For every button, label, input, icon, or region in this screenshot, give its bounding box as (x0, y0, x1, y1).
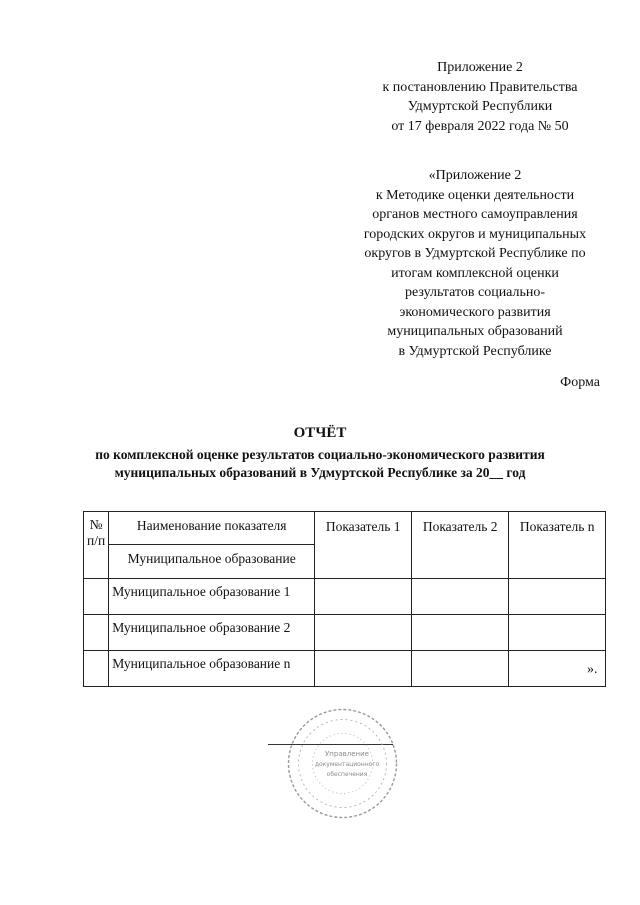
seal-text: обеспечения (326, 771, 368, 778)
report-table (83, 511, 606, 687)
row-number-cell (84, 651, 109, 687)
form-label: Форма (560, 375, 600, 390)
col-indicator-name-header: Наименование показателя (109, 512, 315, 545)
value-cell (315, 651, 412, 687)
methodology-line: результатов социально- (404, 285, 546, 300)
methodology-line: округов в Удмуртской Республике по (364, 246, 586, 261)
methodology-line: органов местного самоуправления (372, 207, 578, 222)
col-indicator-n: Показатель n (509, 512, 606, 579)
closing-quote-mark: ». (587, 662, 598, 677)
report-title: ОТЧЁТ (293, 425, 347, 441)
value-cell (509, 579, 606, 615)
col-number-header (84, 512, 109, 579)
col-indicator-2: Показатель 2 (412, 512, 509, 579)
value-cell (412, 651, 509, 687)
methodology-line: в Удмуртской Республике (398, 343, 552, 359)
value-cell (509, 615, 606, 651)
methodology-line: итогам комплексной оценки (391, 265, 559, 281)
value-cell (412, 579, 509, 615)
value-cell (412, 615, 509, 651)
table-header-row (84, 512, 606, 545)
report-subtitle (40, 446, 600, 482)
annex-line: Приложение 2 (437, 60, 523, 75)
methodology-annex (340, 166, 610, 361)
methodology-line: к Методике оценки деятельности (375, 187, 575, 203)
methodology-line: муниципальных образований (387, 324, 563, 339)
report-subtitle-line: муниципальных образований в Удмуртской Республике за 20__ год (114, 465, 526, 480)
value-cell (315, 615, 412, 651)
annex-header (360, 58, 600, 136)
col-indicator-1: Показатель 1 (315, 512, 412, 579)
row-number-cell (84, 615, 109, 651)
annex-line: от 17 февраля 2022 года № 50 (391, 118, 569, 134)
row-name-cell: Муниципальное образование 2 (109, 615, 315, 651)
report-subtitle-line: по комплексной оценке результатов социально-экономического развития (95, 447, 545, 462)
row-name-cell: Муниципальное образование 1 (109, 579, 315, 615)
seal-stamp-icon (285, 706, 400, 821)
annex-line: к постановлению Правительства (382, 79, 578, 95)
seal-text: Управление (325, 750, 369, 758)
methodology-line: экономического развития (399, 304, 551, 320)
col-number-abbr: п/п (87, 533, 106, 548)
col-number-symbol: № (89, 517, 103, 532)
value-cell (315, 579, 412, 615)
annex-line: Удмуртской Республики (407, 99, 553, 114)
table-row (84, 579, 606, 615)
seal-text: документационного (314, 761, 380, 768)
row-name-cell: Муниципальное образование n (109, 651, 315, 687)
row-number-cell (84, 579, 109, 615)
col-municipality-header: Муниципальное образование (109, 545, 315, 579)
table-row (84, 615, 606, 651)
methodology-line: городских округов и муниципальных (363, 226, 587, 242)
methodology-line: «Приложение 2 (428, 168, 522, 183)
table-row (84, 651, 606, 687)
